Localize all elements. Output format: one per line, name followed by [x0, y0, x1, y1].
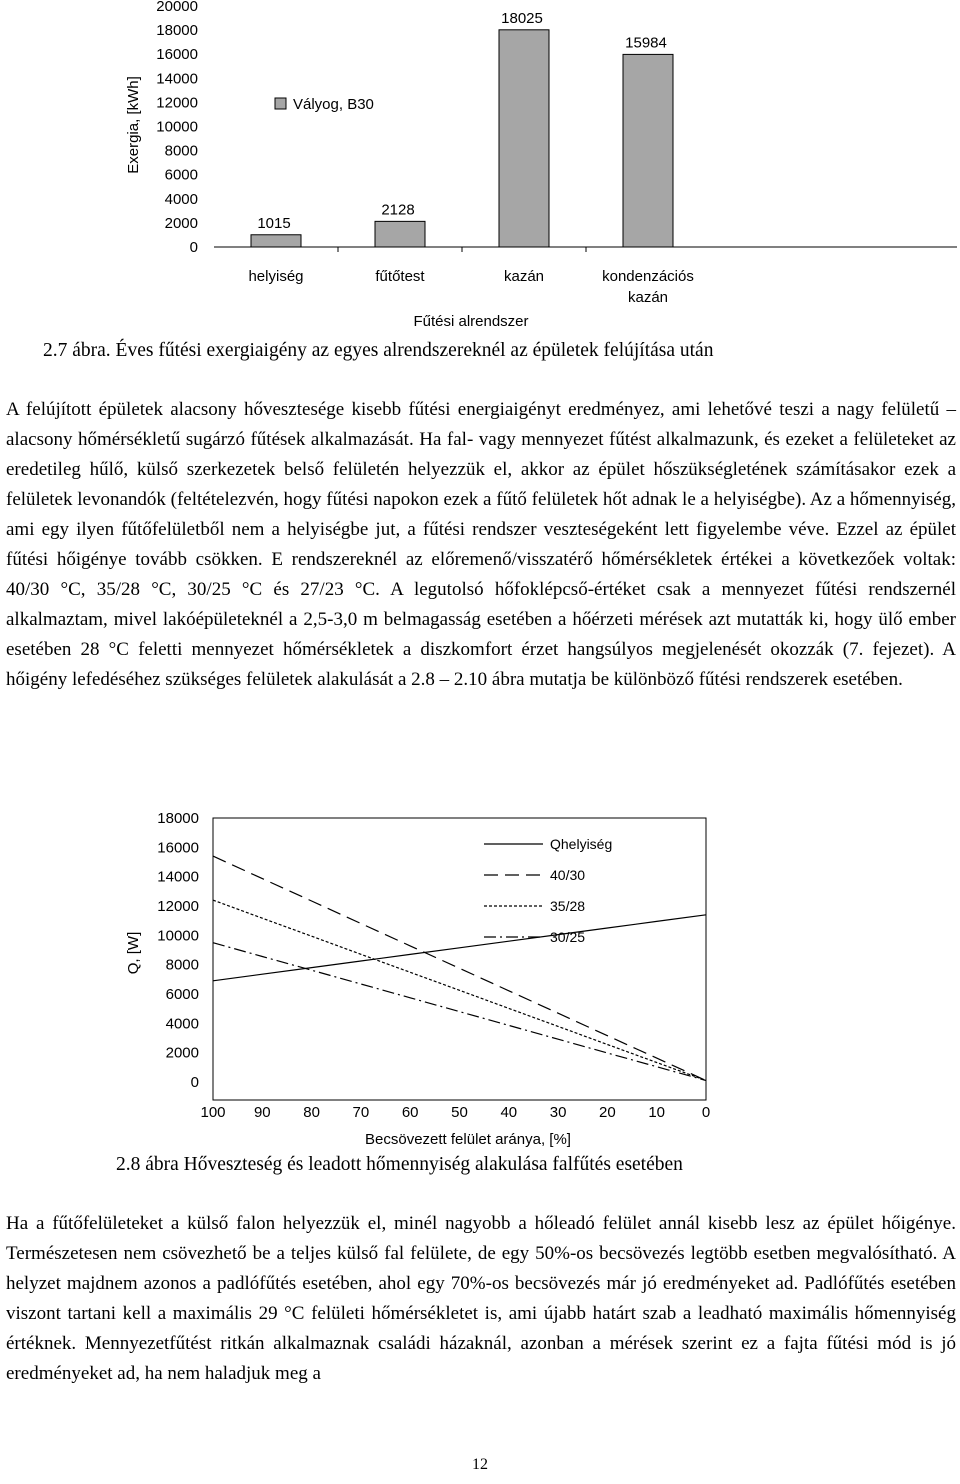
body-paragraph-1: A felújított épületek alacsony hővesztesége kisebb fűtési energiaigényt eredményez, ami lehetővé teszi a nagy felületű – alacsony hőmérsékletű sugárzó fűtések alkalmazását. Ha fal- vagy mennyezet fűtést alkalmazunk, és ezeket a felületeket az eredetileg hűlő, külső szerkezetek belső felületén helyezzük el, akkor az épület hőszükségletének számításakor ezek a felületek levonandók (feltételezvén, hogy fűtési napokon ezek a fűtő felületek hőt adnak le a helyiségbe). Az a hőmennyiség, ami egy ilyen fűtőfelületből nem a helyiségbe jut, a fűtési rendszer veszteségeként lett figyelembe véve. Ezzel az épület fűtési hőigénye tovább csökken. E rendszereknél az előremenő/visszatérő hőmérsékletek értékei a következőek voltak: 40/30 °C, 35/28 °C, 30/25 °C és 27/23 °C. A legutolsó hőfoklépcső-értéket csak a mennyezet fűtési rendszernél alkalmaztam, mivel lakóépületeknél a 2,5-3,0 m belmagasság esetében a hőérzeti mérések azt mutatták ki, hogy ülő ember esetében 28 °C feletti mennyezet hőmérsékletek a diszkomfort érzet hangsúlyos megjelenését okozzák (7. fejezet). A hőigény lefedéséhez szükséges felületek alakulását a 2.8 – 2.10 ábra mutatja be különböző fűtési rendszerek esetében. [6, 399, 956, 690]
plot-frame [213, 818, 706, 1100]
category-label: fűtőtest [375, 268, 425, 285]
y-tick-label: 6000 [165, 986, 199, 1003]
bar [375, 221, 425, 247]
page-number: 12 [472, 1456, 488, 1473]
category-label: helyiség [248, 268, 304, 285]
series-line-4 [213, 943, 706, 1081]
series-line-1 [213, 915, 706, 981]
y-tick-label: 2000 [165, 1044, 199, 1062]
y-tick-label: 6000 [164, 166, 198, 184]
x-tick-label: 0 [701, 1104, 711, 1121]
bar-value-label: 15984 [625, 34, 667, 52]
y-tick-label: 18000 [156, 22, 198, 40]
bar-value-label: 1015 [257, 214, 291, 232]
y-tick-label: 10000 [157, 927, 199, 945]
y-tick-label: 4000 [165, 1015, 199, 1033]
x-tick-label: 30 [549, 1104, 567, 1121]
legend [275, 96, 374, 113]
y-tick-label: 20000 [156, 0, 198, 15]
y-tick-label: 4000 [164, 190, 198, 208]
legend-label: 30/25 [550, 929, 586, 945]
category-label: kazán [503, 268, 545, 285]
y-tick-labels [157, 810, 199, 1091]
y-tick-label: 0 [189, 239, 198, 256]
figure2-caption: 2.8 ábra Hőveszteség és leadott hőmennyiség alakulása falfűtés esetében [116, 1154, 683, 1175]
y-tick-label: 2000 [164, 214, 198, 232]
y-tick-label: 10000 [156, 118, 198, 136]
legend [484, 836, 612, 945]
exergy-bar-chart [0, 0, 960, 330]
x-tick-label: 20 [599, 1104, 616, 1121]
y-tick-label: 8000 [165, 956, 199, 974]
series-line-2 [213, 856, 706, 1080]
y-axis-label: Exergia, [kWh] [125, 76, 142, 174]
body-paragraph-2: Ha a fűtőfelületeket a külső falon helyezzük el, minél nagyobb a hőleadó felület annál kisebb lesz az épület hőigénye. Természetesen nem csövezhető be a teljes külső fal felülete, de egy 50%-os becsövezés legtöbb esetben megvalósítható. A helyzet majdnem azonos a padlófűtés esetében, ahol egy 70%-os becsövezés már jó eredményeket ad. Padlófűtés esetében viszont tartani kell a maximális 29 °C felületi hőmérsékletet is, ami újabb határt szab a leadható maximális hőmennyiség értéknek. Mennyezetfűtést ritkán alkalmaznak családi házaknál, azonban a mérések szerint ez a fajta fűtési mód is jó eredményeket ad, ha nem haladjuk meg a [6, 1213, 956, 1384]
bar-value-labels [257, 10, 667, 232]
x-tick-label: 60 [401, 1104, 419, 1121]
bar [623, 54, 673, 247]
bar [251, 235, 301, 247]
legend-label: Qhelyiség [550, 836, 613, 852]
legend-swatch [275, 98, 286, 109]
bar [499, 30, 549, 247]
x-axis-label: Fűtési alrendszer [413, 313, 529, 330]
y-tick-label: 0 [190, 1074, 199, 1091]
y-tick-label: 14000 [157, 868, 199, 886]
category-label: kondenzációs kazán [602, 268, 694, 306]
x-tick-labels [200, 1104, 710, 1121]
bar-value-label: 2128 [381, 201, 415, 219]
legend-label: 40/30 [550, 867, 586, 883]
x-tick-label: 70 [352, 1104, 370, 1121]
series-line-3 [213, 900, 706, 1080]
y-tick-label: 18000 [157, 810, 199, 827]
x-tick-marks [338, 247, 586, 252]
bars [251, 30, 673, 247]
x-tick-label: 80 [303, 1104, 320, 1121]
x-tick-label: 90 [253, 1104, 271, 1121]
y-tick-labels [156, 0, 198, 256]
y-tick-label: 12000 [157, 898, 199, 915]
series-lines [213, 856, 706, 1080]
x-tick-label: 10 [648, 1104, 666, 1121]
x-tick-label: 40 [500, 1104, 518, 1121]
y-tick-label: 16000 [157, 839, 199, 857]
y-tick-label: 16000 [156, 46, 198, 64]
bar-value-label: 18025 [501, 9, 543, 27]
heat-loss-line-chart [0, 800, 960, 1155]
x-axis-label: Becsövezett felület aránya, [%] [365, 1131, 571, 1148]
x-tick-label: 100 [200, 1104, 226, 1121]
y-tick-label: 8000 [164, 142, 198, 160]
category-labels [248, 268, 693, 306]
x-tick-label: 50 [451, 1104, 468, 1121]
y-tick-label: 12000 [156, 94, 198, 112]
y-axis-label: Q, [W] [125, 931, 142, 975]
legend-label: Vályog, B30 [293, 96, 374, 113]
figure1-caption: 2.7 ábra. Éves fűtési exergiaigény az egyes alrendszereknél az épületek felújítása után [43, 340, 714, 361]
y-tick-label: 14000 [156, 70, 198, 88]
legend-label: 35/28 [550, 898, 586, 914]
